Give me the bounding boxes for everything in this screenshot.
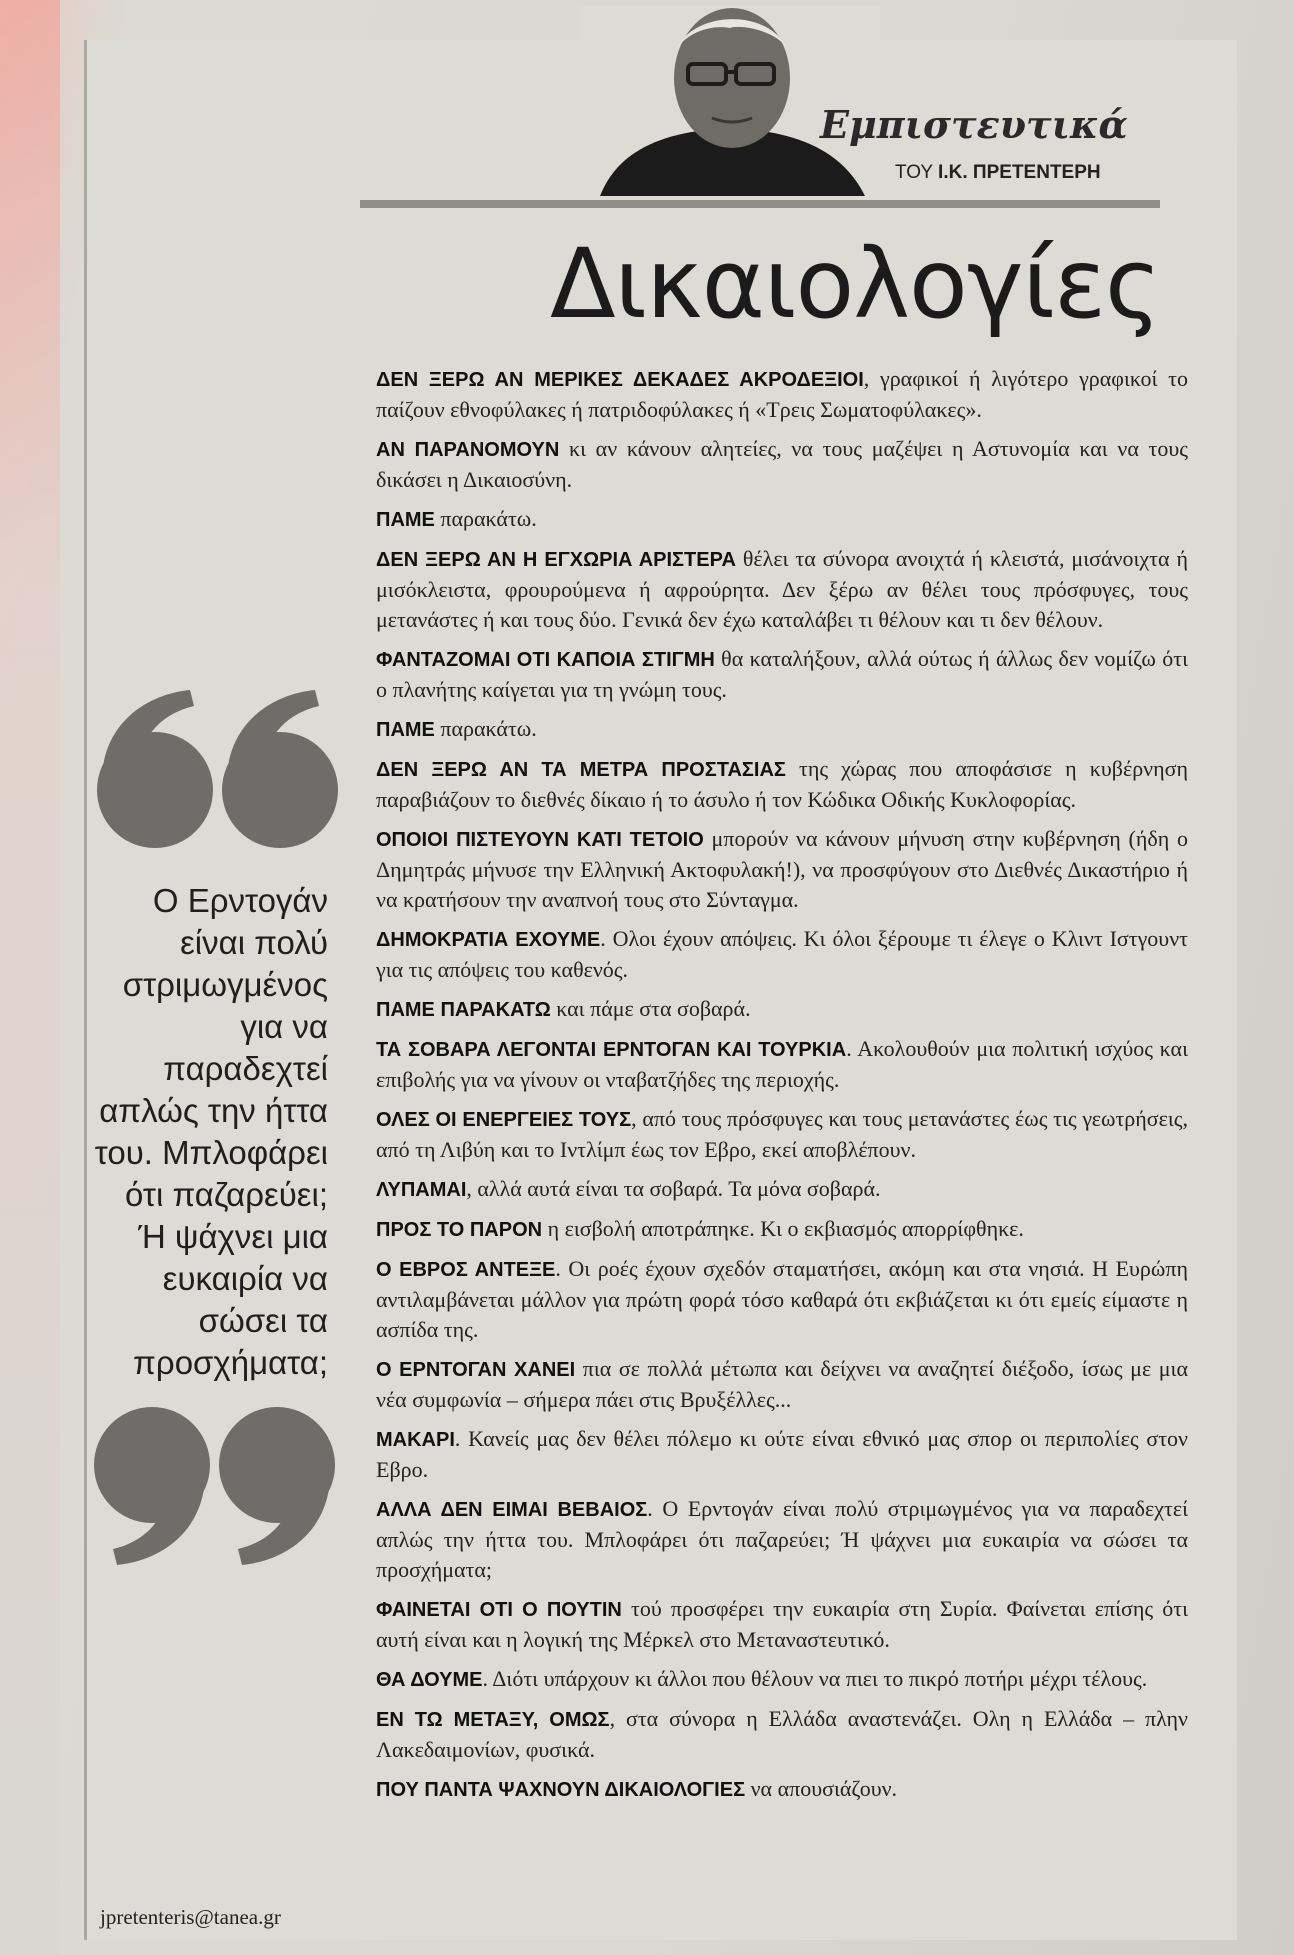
paragraph-text: . Κανείς μας δεν θέλει πόλεμο κι ούτε είναι εθνικό μας σπορ οι περιπολίες στον Εβρο. [376, 1426, 1188, 1482]
article-paragraph [376, 1424, 1188, 1485]
paragraph-text: μπορούν να κάνουν μήνυση στην κυβέρνηση (ήδη ο Δημητράς μήνυσε την Ελληνική Ακτοφυλακή!), να προσφύγουν στο Διεθνές Δικαστήριο ή να κρατήσουν την αναπνοή τους στο Σύνταγμα. [376, 826, 1189, 912]
paragraph-lead: ΛΥΠΑΜΑΙ [376, 1179, 467, 1201]
article-paragraph [376, 1104, 1188, 1165]
paragraph-text: η εισβολή αποτράπηκε. Κι ο εκβιασμός απορρίφθηκε. [542, 1216, 1024, 1241]
byline-author: Ι.Κ. ΠΡΕΤΕΝΤΕΡΗ [938, 162, 1101, 183]
paragraph-text: κι αν κάνουν αλητείες, να τους μαζέψει η Αστυνομία και να τους δικάσει η Δικαιοσύνη. [376, 436, 1189, 492]
paragraph-lead: ΠΟΥ ΠΑΝΤΑ ΨΑΧΝΟΥΝ ΔΙΚΑΙΟΛΟΓΙΕΣ [376, 1779, 746, 1801]
article-headline: Δικαιολογίες [550, 228, 1161, 340]
pull-quote: Ο Ερντογάν είναι πολύ στριμωγμένος για να παραδεχτεί απλώς την ήττα του. Μπλοφάρει ότι παζαρεύει; Ή ψάχνει μια ευκαιρία να σώσει τα προσχήματα; [94, 882, 328, 1381]
paragraph-lead: Ο ΕΡΝΤΟΓΑΝ ΧΑΝΕΙ [376, 1359, 576, 1381]
article-paragraph [376, 924, 1188, 985]
paragraph-text: . Διότι υπάρχουν κι άλλοι που θέλουν να πιει το πικρό ποτήρι μέχρι τέλους. [482, 1666, 1148, 1691]
paragraph-lead: ΜΑΚΑΡΙ [376, 1429, 455, 1451]
article-paragraph [376, 644, 1188, 705]
author-email: jpretenteris@tanea.gr [100, 1905, 281, 1929]
paragraph-lead: ΑΛΛΑ ΔΕΝ ΕΙΜΑΙ ΒΕΒΑΙΟΣ [376, 1499, 648, 1521]
paragraph-text: . Οι ροές έχουν σχεδόν σταματήσει, ακόμη και στα νησιά. Η Ευρώπη αντιλαμβάνεται μάλλον για πρώτη φορά τόσο καθαρά ότι εκβιάζεται κι ότι εμείς είμαστε η ασπίδα της. [376, 1256, 1188, 1342]
article-paragraph [376, 544, 1188, 635]
paragraph-text: και πάμε στα σοβαρά. [550, 996, 751, 1021]
paragraph-text: , στα σύνορα η Ελλάδα αναστενάζει. Ολη η Ελλάδα – πλην Λακεδαιμονίων, φυσικά. [376, 1706, 1189, 1762]
paragraph-lead: ΦΑΙΝΕΤΑΙ ΟΤΙ Ο ΠΟΥΤΙΝ [376, 1599, 622, 1621]
article-paragraph [376, 1034, 1188, 1095]
author-photo [580, 6, 880, 196]
byline [895, 162, 1101, 184]
paragraph-lead: ΠΑΜΕ ΠΑΡΑΚΑΤΩ [376, 999, 551, 1021]
paragraph-text: . Ολοι έχουν απόψεις. Κι όλοι ξέρουμε τι έλεγε ο Κλιντ Ιστγουντ για τις απόψεις του καθενός. [376, 926, 1188, 982]
paragraph-lead: ΠΑΜΕ [376, 509, 435, 531]
article-paragraph [376, 754, 1188, 815]
paragraph-lead: ΘΑ ΔΟΥΜΕ [376, 1669, 483, 1691]
paragraph-text: , από τους πρόσφυγες και τους μετανάστες έως τις γεωτρήσεις, από τη Λιβύη και το Ιντλίμπ έως τον Εβρο, εκεί αποβλέπουν. [376, 1106, 1188, 1162]
paragraph-lead: ΤΑ ΣΟΒΑΡΑ ΛΕΓΟΝΤΑΙ ΕΡΝΤΟΓΑΝ ΚΑΙ ΤΟΥΡΚΙΑ [376, 1039, 847, 1061]
paragraph-text: της χώρας που αποφάσισε η κυβέρνηση παραβιάζουν το διεθνές δίκαιο ή το άσυλο ή τον Κώδικα Οδικής Κυκλοφορίας. [376, 756, 1188, 812]
paragraph-text: παρακάτω. [434, 506, 537, 531]
article-paragraph [376, 364, 1188, 425]
page-edge-shadow [0, 0, 60, 1955]
open-quote-icon [90, 690, 350, 850]
article-paragraph [376, 1494, 1188, 1585]
paragraph-lead: ΔΗΜΟΚΡΑΤΙΑ ΕΧΟΥΜΕ [376, 929, 601, 951]
paragraph-lead: ΠΡΟΣ ΤΟ ΠΑΡΟΝ [376, 1219, 543, 1241]
paragraph-lead: ΟΛΕΣ ΟΙ ΕΝΕΡΓΕΙΕΣ ΤΟΥΣ [376, 1109, 632, 1131]
paragraph-lead: ΕΝ ΤΩ ΜΕΤΑΞΥ, ΟΜΩΣ [376, 1709, 610, 1731]
paragraph-lead: ΔΕΝ ΞΕΡΩ ΑΝ ΜΕΡΙΚΕΣ ΔΕΚΑΔΕΣ ΑΚΡΟΔΕΞΙΟΙ [376, 369, 864, 391]
paragraph-lead: ΔΕΝ ΞΕΡΩ ΑΝ ΤΑ ΜΕΤΡΑ ΠΡΟΣΤΑΣΙΑΣ [376, 759, 786, 781]
paragraph-text: θα καταλήξουν, αλλά ούτως ή άλλως δεν νομίζω ότι ο πλανήτης καίγεται για τη γνώμη τους. [376, 646, 1188, 702]
paragraph-lead: ΦΑΝΤΑΖΟΜΑΙ ΟΤΙ ΚΑΠΟΙΑ ΣΤΙΓΜΗ [376, 649, 715, 671]
paragraph-lead: ΟΠΟΙΟΙ ΠΙΣΤΕΥΟΥΝ ΚΑΤΙ ΤΕΤΟΙΟ [376, 829, 704, 851]
paragraph-text: πια σε πολλά μέτωπα και δείχνει να αναζητεί διέξοδο, ίσως με μια νέα συμφωνία – σήμερα πάει στις Βρυξέλλες... [376, 1356, 1188, 1412]
article-body [376, 364, 1188, 1814]
header-rule [360, 200, 1160, 208]
article-paragraph [376, 1594, 1188, 1655]
paragraph-lead: ΠΑΜΕ [376, 719, 435, 741]
article-paragraph [376, 1354, 1188, 1415]
paragraph-lead: ΔΕΝ ΞΕΡΩ ΑΝ Η ΕΓΧΩΡΙΑ ΑΡΙΣΤΕΡΑ [376, 549, 736, 571]
paragraph-text: παρακάτω. [434, 716, 537, 741]
article-paragraph [376, 994, 1188, 1025]
article-paragraph [376, 1254, 1188, 1345]
article-paragraph [376, 1174, 1188, 1205]
article-paragraph [376, 1664, 1188, 1695]
byline-prefix: ΤΟΥ [895, 162, 933, 183]
article-paragraph [376, 1704, 1188, 1765]
article-paragraph [376, 1774, 1188, 1805]
article-paragraph [376, 824, 1188, 915]
paragraph-text: , αλλά αυτά είναι τα σοβαρά. Τα μόνα σοβαρά. [466, 1176, 881, 1201]
article-paragraph [376, 434, 1188, 495]
paragraph-lead: Ο ΕΒΡΟΣ ΑΝΤΕΞΕ [376, 1259, 556, 1281]
column-kicker: Εμπιστευτικά [820, 102, 1128, 147]
paragraph-text: θέλει τα σύνορα ανοιχτά ή κλειστά, μισάνοιχτα ή μισόκλειστα, φρουρούμενα ή αφρούρητα. Δεν ξέρω αν θέλει τους πρόσφυγες, τους μετανάστες ή και τους δύο. Γενικά δεν έχω καταλάβει τι θέλουν και τι δεν θέλουν. [376, 546, 1188, 632]
paragraph-lead: ΑΝ ΠΑΡΑΝΟΜΟΥΝ [376, 439, 560, 461]
paragraph-text: τού προσφέρει την ευκαιρία στη Συρία. Φαίνεται επίσης ότι αυτή είναι και η λογική της Μέρκελ στο Μεταναστευτικό. [376, 1596, 1188, 1652]
article-paragraph [376, 1214, 1188, 1245]
close-quote-icon [82, 1405, 342, 1565]
paragraph-text: , γραφικοί ή λιγότερο γραφικοί το παίζουν εθνοφύλακες ή πατριδοφύλακες ή «Τρεις Σωματοφύλακες». [376, 366, 1188, 422]
article-paragraph [376, 504, 1188, 535]
article-paragraph [376, 714, 1188, 745]
paragraph-text: . Ο Ερντογάν είναι πολύ στριμωγμένος για να παραδεχτεί απλώς την ήττα του. Μπλοφάρει ότι παζαρεύει; Ή ψάχνει μια ευκαιρία να σώσει τα προσχήματα; [376, 1496, 1188, 1582]
paragraph-text: να απουσιάζουν. [745, 1776, 898, 1801]
paragraph-text: . Ακολουθούν μια πολιτική ισχύος και επιβολής για να γίνουν οι νταβατζήδες της περιοχής. [376, 1036, 1188, 1092]
